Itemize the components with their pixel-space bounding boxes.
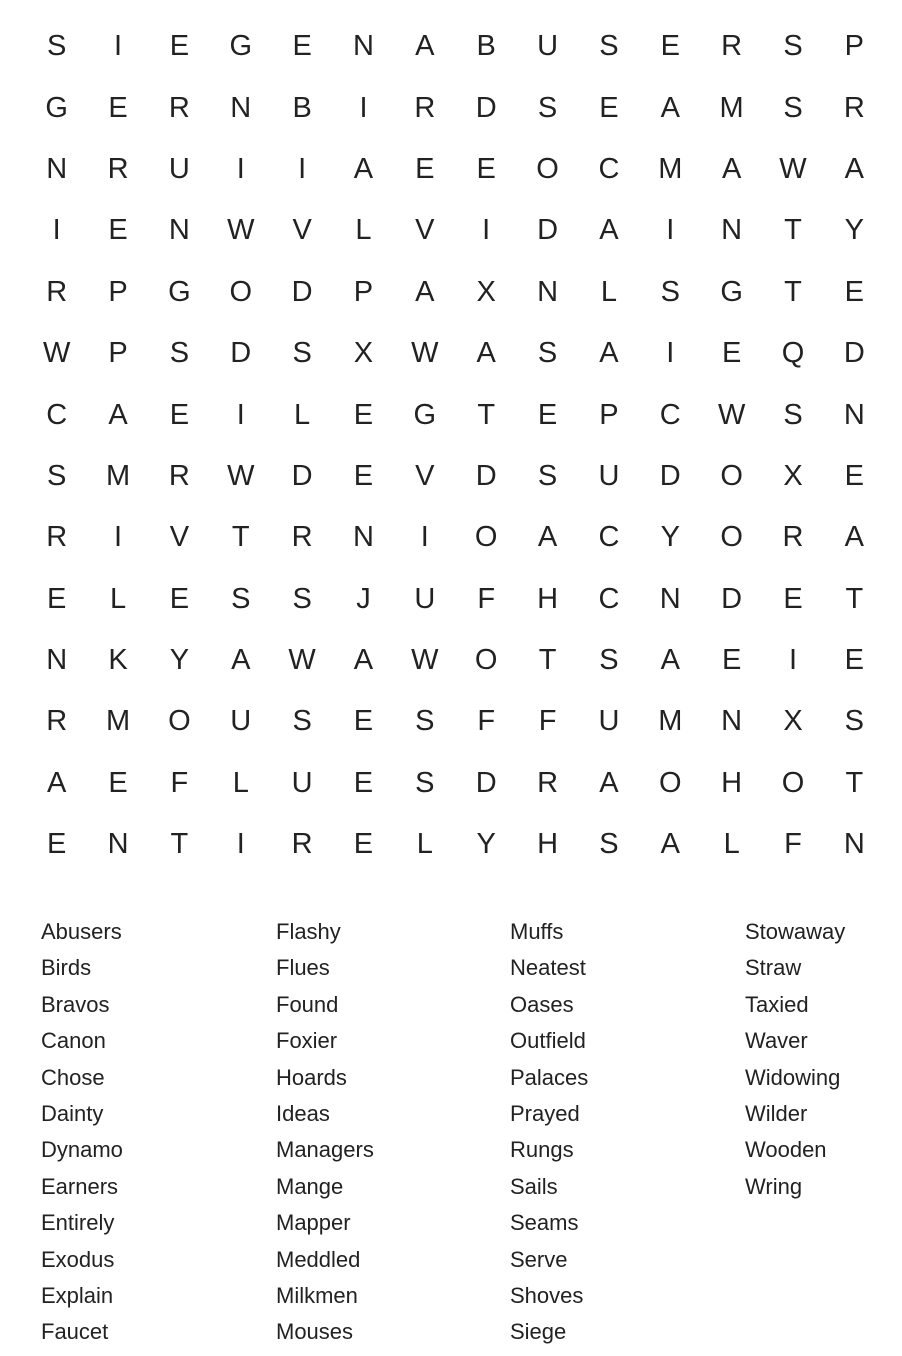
- word-list-item: Wilder: [745, 1100, 808, 1126]
- grid-cell[interactable]: D: [843, 337, 865, 370]
- grid-cell[interactable]: A: [844, 152, 865, 185]
- word-list-item: Dainty: [41, 1100, 104, 1126]
- grid-cell[interactable]: W: [227, 459, 255, 492]
- grid-cell[interactable]: S: [47, 459, 67, 492]
- grid-cell[interactable]: E: [353, 459, 374, 492]
- grid-cell[interactable]: W: [227, 214, 255, 247]
- word-list-item: Flues: [276, 955, 330, 981]
- grid-cell[interactable]: O: [658, 766, 682, 799]
- grid-cell[interactable]: E: [353, 398, 374, 431]
- grid-cell[interactable]: A: [476, 337, 496, 370]
- grid-cell[interactable]: U: [230, 705, 252, 738]
- grid-cell[interactable]: I: [788, 644, 798, 677]
- word-list-item: Outfield: [510, 1028, 586, 1054]
- grid-cell[interactable]: O: [229, 275, 253, 308]
- grid-cell[interactable]: P: [108, 275, 128, 308]
- grid-cell[interactable]: S: [599, 828, 619, 861]
- grid-cell[interactable]: A: [537, 521, 558, 554]
- grid-cell[interactable]: G: [720, 275, 743, 308]
- grid-cell[interactable]: D: [475, 459, 497, 492]
- grid-cell[interactable]: I: [482, 214, 491, 247]
- grid-cell[interactable]: B: [476, 30, 496, 63]
- grid-cell[interactable]: D: [291, 459, 313, 492]
- word-list-item: Earners: [41, 1173, 119, 1199]
- grid-cell[interactable]: E: [353, 828, 374, 861]
- grid-cell[interactable]: S: [537, 337, 558, 370]
- grid-cell[interactable]: D: [291, 275, 313, 308]
- grid-cell[interactable]: U: [414, 582, 436, 615]
- word-list-item: Neatest: [510, 955, 586, 981]
- grid-cell[interactable]: A: [108, 398, 128, 431]
- grid-cell[interactable]: E: [169, 582, 190, 615]
- word-list-item: Siege: [510, 1319, 567, 1345]
- grid-cell[interactable]: F: [477, 705, 496, 738]
- grid-cell[interactable]: C: [659, 398, 681, 431]
- word-list-item: Birds: [41, 955, 92, 981]
- grid-cell[interactable]: I: [114, 30, 123, 63]
- grid-cell[interactable]: U: [291, 766, 313, 799]
- grid-cell[interactable]: C: [598, 152, 620, 185]
- grid-cell[interactable]: M: [658, 152, 683, 185]
- grid-cell[interactable]: U: [598, 459, 620, 492]
- grid-cell[interactable]: D: [721, 582, 743, 615]
- grid-cell[interactable]: E: [844, 459, 865, 492]
- word-list-item: Serve: [510, 1246, 568, 1272]
- grid-cell[interactable]: E: [476, 152, 496, 185]
- word-list-item: Rungs: [510, 1137, 574, 1163]
- grid-cell[interactable]: T: [845, 582, 864, 615]
- grid-cell[interactable]: K: [108, 644, 128, 677]
- grid-cell[interactable]: I: [666, 337, 675, 370]
- grid-cell[interactable]: M: [658, 705, 683, 738]
- word-column: [745, 914, 891, 1351]
- grid-cell[interactable]: A: [660, 91, 680, 124]
- grid-cell[interactable]: V: [415, 214, 435, 247]
- word-column: [510, 914, 745, 1351]
- grid-cell[interactable]: W: [717, 398, 746, 431]
- word-list-item: Palaces: [510, 1064, 589, 1090]
- grid-cell[interactable]: P: [844, 30, 865, 63]
- word-list-item: Bravos: [41, 991, 110, 1017]
- grid-cell[interactable]: E: [353, 705, 374, 738]
- grid-cell[interactable]: N: [353, 30, 374, 63]
- grid-cell[interactable]: E: [783, 582, 803, 615]
- grid-cell[interactable]: S: [660, 275, 680, 308]
- grid-cell[interactable]: W: [288, 644, 316, 677]
- grid-cell[interactable]: S: [292, 337, 312, 370]
- grid-cell[interactable]: W: [411, 644, 439, 677]
- grid-cell[interactable]: A: [415, 275, 435, 308]
- word-list-item: Wooden: [745, 1137, 827, 1163]
- grid-cell[interactable]: I: [236, 828, 245, 861]
- grid-cell[interactable]: F: [477, 582, 496, 615]
- word-list-item: Abusers: [41, 919, 122, 944]
- word-list-item: Found: [276, 991, 339, 1017]
- grid-cell[interactable]: L: [600, 275, 617, 308]
- grid-cell[interactable]: I: [666, 214, 675, 247]
- grid-cell[interactable]: U: [598, 705, 620, 738]
- grid-cell[interactable]: N: [46, 152, 68, 185]
- grid-cell[interactable]: T: [784, 214, 802, 247]
- grid-cell[interactable]: G: [229, 30, 253, 63]
- grid-cell[interactable]: T: [784, 275, 802, 308]
- grid-cell[interactable]: A: [599, 766, 619, 799]
- grid-cell[interactable]: D: [230, 337, 252, 370]
- grid-cell[interactable]: S: [599, 644, 619, 677]
- grid-cell[interactable]: I: [420, 521, 429, 554]
- grid-cell[interactable]: E: [844, 644, 865, 677]
- grid-cell[interactable]: S: [599, 30, 619, 63]
- grid-cell[interactable]: N: [230, 91, 252, 124]
- grid-cell[interactable]: O: [781, 766, 805, 799]
- grid-cell[interactable]: P: [599, 398, 619, 431]
- grid-cell[interactable]: E: [108, 91, 128, 124]
- grid-cell[interactable]: S: [292, 582, 312, 615]
- grid-cell[interactable]: R: [46, 705, 68, 738]
- grid-cell[interactable]: D: [475, 766, 497, 799]
- grid-cell[interactable]: E: [599, 91, 619, 124]
- grid-cell[interactable]: I: [359, 91, 368, 124]
- grid-cell[interactable]: N: [659, 582, 681, 615]
- grid-cell[interactable]: A: [415, 30, 435, 63]
- word-list-item: Oases: [510, 991, 574, 1017]
- word-list-item: Prayed: [510, 1100, 580, 1126]
- grid-cell[interactable]: N: [168, 214, 190, 247]
- grid-cell[interactable]: G: [168, 275, 191, 308]
- word-column: [41, 914, 276, 1351]
- grid-cell[interactable]: E: [47, 828, 67, 861]
- grid-cell[interactable]: C: [598, 521, 620, 554]
- grid-cell[interactable]: N: [721, 214, 743, 247]
- grid-cell[interactable]: S: [47, 30, 67, 63]
- grid-cell[interactable]: M: [105, 705, 131, 738]
- grid-cell[interactable]: A: [660, 644, 680, 677]
- grid-cell[interactable]: D: [475, 91, 497, 124]
- word-list-item: Widowing: [745, 1064, 841, 1090]
- grid-cell[interactable]: N: [46, 644, 68, 677]
- grid-cell[interactable]: N: [107, 828, 129, 861]
- grid-cell[interactable]: S: [537, 459, 558, 492]
- grid-cell[interactable]: V: [292, 214, 312, 247]
- grid-cell[interactable]: S: [783, 91, 803, 124]
- grid-cell[interactable]: R: [46, 521, 68, 554]
- grid-cell[interactable]: G: [45, 91, 68, 124]
- grid-cell[interactable]: I: [52, 214, 61, 247]
- grid-cell[interactable]: H: [721, 766, 743, 799]
- grid-cell[interactable]: S: [415, 705, 435, 738]
- grid-cell[interactable]: W: [779, 152, 807, 185]
- grid-cell[interactable]: A: [231, 644, 251, 677]
- grid-cell[interactable]: L: [416, 828, 433, 861]
- word-list-item: Mange: [276, 1173, 344, 1199]
- grid-cell[interactable]: E: [353, 766, 374, 799]
- word-list-item: Straw: [745, 955, 802, 981]
- grid-cell[interactable]: E: [169, 30, 190, 63]
- grid-cell[interactable]: N: [843, 398, 865, 431]
- grid-cell[interactable]: R: [537, 766, 559, 799]
- word-list-item: Flashy: [276, 919, 341, 944]
- grid-cell[interactable]: W: [42, 337, 71, 370]
- grid-cell[interactable]: M: [719, 91, 744, 124]
- grid-cell[interactable]: S: [844, 705, 865, 738]
- grid-cell[interactable]: A: [721, 152, 742, 185]
- word-column: [276, 914, 510, 1351]
- grid-cell[interactable]: D: [537, 214, 559, 247]
- grid-cell[interactable]: O: [720, 459, 743, 492]
- grid-cell[interactable]: S: [783, 30, 803, 63]
- grid-cell[interactable]: X: [476, 275, 496, 308]
- word-list-item: Seams: [510, 1210, 579, 1236]
- grid-cell[interactable]: L: [232, 766, 249, 799]
- grid-cell[interactable]: N: [721, 705, 743, 738]
- grid-cell[interactable]: O: [474, 521, 498, 554]
- word-list-item: Exodus: [41, 1246, 115, 1272]
- grid-cell[interactable]: C: [46, 398, 68, 431]
- grid-cell[interactable]: U: [168, 152, 190, 185]
- grid-cell[interactable]: O: [536, 152, 559, 185]
- word-list: [41, 914, 891, 1351]
- word-list-item: Shoves: [510, 1282, 584, 1308]
- grid-cell[interactable]: R: [721, 30, 743, 63]
- grid-cell[interactable]: T: [231, 521, 250, 554]
- grid-cell[interactable]: E: [169, 398, 190, 431]
- grid-cell[interactable]: I: [236, 398, 245, 431]
- grid-cell[interactable]: B: [292, 91, 312, 124]
- grid-cell[interactable]: S: [292, 705, 312, 738]
- word-list-item: Waver: [745, 1028, 808, 1054]
- grid-cell[interactable]: M: [105, 459, 131, 492]
- grid-cell[interactable]: N: [537, 275, 559, 308]
- grid-cell[interactable]: T: [845, 766, 864, 799]
- grid-cell[interactable]: T: [170, 828, 189, 861]
- grid-cell[interactable]: E: [844, 275, 865, 308]
- grid-cell[interactable]: Q: [781, 337, 805, 370]
- grid-cell[interactable]: R: [291, 521, 313, 554]
- grid-cell[interactable]: L: [109, 582, 127, 615]
- grid-cell[interactable]: S: [537, 91, 558, 124]
- grid-cell[interactable]: X: [783, 459, 803, 492]
- grid-cell[interactable]: T: [477, 398, 496, 431]
- word-list-item: Ideas: [276, 1100, 330, 1126]
- grid-cell[interactable]: Y: [844, 214, 865, 247]
- grid-cell[interactable]: R: [843, 91, 865, 124]
- grid-cell[interactable]: E: [47, 582, 67, 615]
- grid-cell[interactable]: P: [108, 337, 128, 370]
- word-list-item: Wring: [745, 1173, 803, 1199]
- grid-cell[interactable]: E: [537, 398, 558, 431]
- grid-cell[interactable]: Y: [169, 644, 190, 677]
- grid-cell[interactable]: S: [169, 337, 190, 370]
- grid-cell[interactable]: C: [598, 582, 620, 615]
- grid-cell[interactable]: V: [169, 521, 190, 554]
- grid-cell[interactable]: R: [291, 828, 313, 861]
- grid-cell[interactable]: F: [170, 766, 189, 799]
- grid-cell[interactable]: E: [108, 214, 128, 247]
- letter-grid: [26, 16, 885, 875]
- grid-cell[interactable]: E: [721, 644, 742, 677]
- grid-cell[interactable]: R: [414, 91, 436, 124]
- grid-cell[interactable]: L: [294, 398, 311, 431]
- grid-cell[interactable]: L: [723, 828, 740, 861]
- grid-cell[interactable]: D: [659, 459, 681, 492]
- grid-cell[interactable]: I: [236, 152, 245, 185]
- word-list-item: Taxied: [745, 991, 809, 1017]
- grid-cell[interactable]: X: [353, 337, 374, 370]
- word-list-item: Mouses: [276, 1319, 354, 1345]
- grid-cell[interactable]: E: [721, 337, 742, 370]
- word-list-item: Canon: [41, 1028, 106, 1054]
- grid-cell[interactable]: G: [413, 398, 437, 431]
- word-list-item: Chose: [41, 1064, 105, 1090]
- grid-cell[interactable]: H: [537, 582, 559, 615]
- grid-cell[interactable]: S: [231, 582, 251, 615]
- grid-cell[interactable]: O: [720, 521, 743, 554]
- grid-cell[interactable]: Y: [476, 828, 496, 861]
- grid-cell[interactable]: W: [411, 337, 439, 370]
- grid-cell[interactable]: H: [537, 828, 559, 861]
- grid-cell[interactable]: T: [538, 644, 557, 677]
- grid-cell[interactable]: A: [660, 828, 680, 861]
- grid-cell[interactable]: E: [108, 766, 128, 799]
- grid-cell[interactable]: J: [356, 582, 371, 615]
- word-list-item: Dynamo: [41, 1137, 123, 1163]
- grid-cell[interactable]: F: [538, 705, 557, 738]
- word-list-item: Muffs: [510, 919, 564, 944]
- grid-cell[interactable]: A: [599, 214, 619, 247]
- grid-cell[interactable]: N: [353, 521, 374, 554]
- grid-cell[interactable]: U: [537, 30, 559, 63]
- grid-cell[interactable]: R: [107, 152, 129, 185]
- grid-cell[interactable]: L: [355, 214, 372, 247]
- grid-cell[interactable]: R: [782, 521, 804, 554]
- word-list-item: Stowaway: [745, 919, 846, 944]
- word-list-item: Entirely: [41, 1210, 115, 1236]
- grid-cell[interactable]: V: [415, 459, 435, 492]
- grid-cell[interactable]: R: [168, 459, 190, 492]
- grid-cell[interactable]: A: [844, 521, 865, 554]
- word-list-item: Mapper: [276, 1210, 351, 1236]
- grid-cell[interactable]: F: [784, 828, 802, 861]
- word-list-item: Faucet: [41, 1319, 109, 1345]
- grid-cell[interactable]: A: [353, 644, 374, 677]
- word-list-item: Milkmen: [276, 1282, 358, 1308]
- word-list-item: Sails: [510, 1173, 558, 1199]
- grid-cell[interactable]: A: [353, 152, 374, 185]
- grid-cell[interactable]: A: [599, 337, 619, 370]
- word-list-item: Explain: [41, 1282, 114, 1308]
- grid-cell[interactable]: A: [47, 766, 67, 799]
- word-list-item: Foxier: [276, 1028, 338, 1054]
- grid-cell[interactable]: S: [415, 766, 435, 799]
- grid-cell[interactable]: R: [168, 91, 190, 124]
- grid-cell[interactable]: E: [415, 152, 435, 185]
- grid-cell[interactable]: I: [298, 152, 307, 185]
- grid-cell[interactable]: E: [292, 30, 312, 63]
- grid-cell[interactable]: I: [114, 521, 123, 554]
- grid-cell[interactable]: O: [168, 705, 191, 738]
- grid-cell[interactable]: P: [353, 275, 374, 308]
- word-list-item: Meddled: [276, 1246, 361, 1272]
- grid-cell[interactable]: R: [46, 275, 68, 308]
- grid-cell[interactable]: S: [783, 398, 803, 431]
- grid-cell[interactable]: X: [783, 705, 803, 738]
- grid-cell[interactable]: N: [843, 828, 865, 861]
- word-list-item: Managers: [276, 1137, 374, 1163]
- grid-cell[interactable]: O: [474, 644, 498, 677]
- grid-cell[interactable]: E: [660, 30, 680, 63]
- word-list-item: Hoards: [276, 1064, 347, 1090]
- grid-cell[interactable]: Y: [660, 521, 680, 554]
